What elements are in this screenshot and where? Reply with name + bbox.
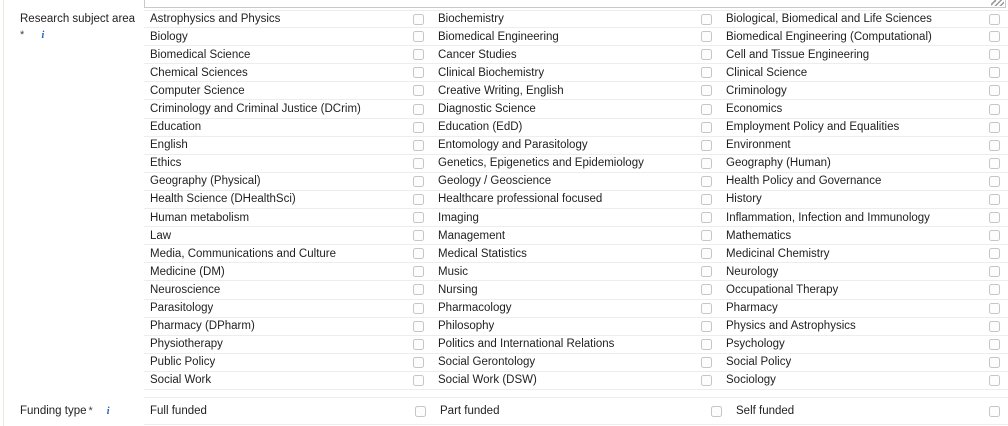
subject-option-checkbox[interactable] xyxy=(989,194,1000,205)
subject-option-label: Medical Statistics xyxy=(438,247,527,260)
subject-option-label: Imaging xyxy=(438,211,479,224)
subject-option-checkbox[interactable] xyxy=(413,67,424,78)
subject-option-row[interactable] xyxy=(144,372,432,390)
subject-option-label: Ethics xyxy=(150,157,182,170)
subject-option-checkbox[interactable] xyxy=(989,230,1000,241)
subject-column-3 xyxy=(720,10,1008,390)
subject-option-row[interactable] xyxy=(432,10,720,28)
funding-option-checkbox[interactable] xyxy=(711,406,722,417)
subject-option-checkbox[interactable] xyxy=(989,85,1000,96)
subject-option-row[interactable] xyxy=(720,10,1008,28)
subject-option-label: Education (EdD) xyxy=(438,121,523,134)
subject-option-label: Social Policy xyxy=(726,356,792,369)
subject-option-label: Clinical Science xyxy=(726,66,808,79)
subject-option-row[interactable] xyxy=(432,46,720,64)
subject-option-label: Music xyxy=(438,265,469,278)
funding-option-label: Part funded xyxy=(440,405,500,417)
subject-option-label: Philosophy xyxy=(438,320,495,333)
subject-option-checkbox[interactable] xyxy=(413,14,424,25)
subject-option-checkbox[interactable] xyxy=(413,357,424,368)
subject-option-label: Healthcare professional focused xyxy=(438,193,603,206)
subject-option-checkbox[interactable] xyxy=(413,158,424,169)
subject-option-label: Geography (Human) xyxy=(726,157,831,170)
subject-option-label: Clinical Biochemistry xyxy=(438,66,545,79)
subject-option-row[interactable] xyxy=(720,372,1008,390)
subject-option-checkbox[interactable] xyxy=(413,104,424,115)
field-label-text: Research subject area xyxy=(20,13,136,25)
subject-option-label: Environment xyxy=(726,139,791,152)
subject-option-row[interactable] xyxy=(144,64,432,82)
subject-option-checkbox[interactable] xyxy=(989,248,1000,259)
subject-option-row[interactable] xyxy=(720,64,1008,82)
field-label-funding-type xyxy=(0,397,144,425)
funding-option-label: Self funded xyxy=(736,405,795,417)
subject-option-checkbox[interactable] xyxy=(413,230,424,241)
subject-option-checkbox[interactable] xyxy=(701,176,712,187)
subject-option-checkbox[interactable] xyxy=(989,140,1000,151)
subject-option-checkbox[interactable] xyxy=(989,339,1000,350)
subject-option-label: Employment Policy and Equalities xyxy=(726,121,900,134)
subject-option-label: Biological, Biomedical and Life Sciences xyxy=(726,13,932,26)
subject-option-row[interactable] xyxy=(144,119,432,137)
subject-area-checkbox-grid xyxy=(144,10,1008,390)
subject-option-label: Pharmacy (DPharm) xyxy=(150,320,255,333)
subject-option-checkbox[interactable] xyxy=(989,284,1000,295)
subject-option-checkbox[interactable] xyxy=(989,158,1000,169)
subject-option-row[interactable] xyxy=(144,82,432,100)
subject-option-checkbox[interactable] xyxy=(413,194,424,205)
subject-option-label: Medicine (DM) xyxy=(150,265,225,278)
subject-option-label: History xyxy=(726,193,762,206)
funding-option-label: Full funded xyxy=(150,405,207,417)
funding-option-checkbox[interactable] xyxy=(989,406,1000,417)
subject-option-label: Physics and Astrophysics xyxy=(726,320,856,333)
subject-option-row[interactable] xyxy=(144,137,432,155)
subject-option-label: Media, Communications and Culture xyxy=(150,247,337,260)
subject-option-label: Biomedical Engineering (Computational) xyxy=(726,30,932,43)
subject-option-checkbox[interactable] xyxy=(701,266,712,277)
subject-option-row[interactable] xyxy=(144,300,432,318)
subject-option-row[interactable] xyxy=(720,155,1008,173)
funding-option[interactable] xyxy=(434,405,730,417)
subject-option-label: Pharmacy xyxy=(726,302,778,315)
subject-option-label: Mathematics xyxy=(726,229,792,242)
subject-option-checkbox[interactable] xyxy=(413,85,424,96)
funding-option[interactable] xyxy=(144,405,434,417)
subject-option-row[interactable] xyxy=(432,173,720,191)
subject-option-checkbox[interactable] xyxy=(701,339,712,350)
subject-option-row[interactable] xyxy=(720,100,1008,118)
subject-option-label: Genetics, Epigenetics and Epidemiology xyxy=(438,157,644,170)
subject-option-label: Social Work (DSW) xyxy=(438,374,537,387)
subject-option-row[interactable] xyxy=(144,245,432,263)
subject-option-checkbox[interactable] xyxy=(413,140,424,151)
field-label-text: Funding type xyxy=(20,405,87,417)
subject-option-label: Biomedical Engineering xyxy=(438,30,559,43)
subject-column-1 xyxy=(144,10,432,390)
subject-option-row[interactable] xyxy=(432,281,720,299)
required-asterisk: * xyxy=(88,405,93,417)
subject-option-checkbox[interactable] xyxy=(701,49,712,60)
subject-option-checkbox[interactable] xyxy=(413,248,424,259)
subject-option-row[interactable] xyxy=(432,28,720,46)
subject-option-label: Biology xyxy=(150,30,188,43)
subject-option-row[interactable] xyxy=(432,191,720,209)
subject-option-row[interactable] xyxy=(144,28,432,46)
subject-option-row[interactable] xyxy=(144,263,432,281)
subject-option-row[interactable] xyxy=(144,281,432,299)
subject-option-checkbox[interactable] xyxy=(989,266,1000,277)
subject-option-label: Medicinal Chemistry xyxy=(726,247,830,260)
subject-option-label: Psychology xyxy=(726,338,785,351)
subject-option-checkbox[interactable] xyxy=(413,375,424,386)
field-label-meta xyxy=(20,28,144,43)
subject-option-row[interactable] xyxy=(720,82,1008,100)
subject-option-checkbox[interactable] xyxy=(989,212,1000,223)
subject-option-label: Biomedical Science xyxy=(150,48,251,61)
subject-option-row[interactable] xyxy=(432,209,720,227)
subject-option-row[interactable] xyxy=(720,281,1008,299)
subject-option-row[interactable] xyxy=(144,10,432,28)
subject-option-label: Inflammation, Infection and Immunology xyxy=(726,211,930,224)
subject-option-checkbox[interactable] xyxy=(413,31,424,42)
funding-type-options xyxy=(144,397,1008,425)
subject-option-label: Sociology xyxy=(726,374,776,387)
required-asterisk: * xyxy=(20,29,25,41)
subject-option-row[interactable] xyxy=(432,64,720,82)
subject-option-row[interactable] xyxy=(144,191,432,209)
subject-option-checkbox[interactable] xyxy=(701,212,712,223)
subject-option-checkbox[interactable] xyxy=(989,321,1000,332)
subject-option-row[interactable] xyxy=(432,245,720,263)
subject-option-label: Neurology xyxy=(726,265,779,278)
subject-option-checkbox[interactable] xyxy=(701,122,712,133)
subject-option-checkbox[interactable] xyxy=(413,122,424,133)
subject-option-checkbox[interactable] xyxy=(701,230,712,241)
subject-option-label: Criminology and Criminal Justice (DCrim) xyxy=(150,103,361,116)
subject-option-label: Social Gerontology xyxy=(438,356,536,369)
subject-option-checkbox[interactable] xyxy=(413,49,424,60)
subject-option-checkbox[interactable] xyxy=(989,375,1000,386)
subject-option-label: Astrophysics and Physics xyxy=(150,13,281,26)
subject-option-row[interactable] xyxy=(720,354,1008,372)
subject-option-label: Education xyxy=(150,121,202,134)
subject-option-checkbox[interactable] xyxy=(701,31,712,42)
subject-option-checkbox[interactable] xyxy=(413,176,424,187)
subject-option-checkbox[interactable] xyxy=(701,14,712,25)
subject-option-label: Neuroscience xyxy=(150,283,221,296)
subject-option-label: Creative Writing, English xyxy=(438,84,564,97)
subject-option-row[interactable] xyxy=(432,155,720,173)
subject-option-label: Geology / Geoscience xyxy=(438,175,552,188)
subject-option-checkbox[interactable] xyxy=(989,31,1000,42)
funding-option[interactable] xyxy=(730,405,1008,417)
subject-option-label: Criminology xyxy=(726,84,787,97)
subject-option-row[interactable] xyxy=(144,46,432,64)
subject-option-row[interactable] xyxy=(720,336,1008,354)
subject-option-row[interactable] xyxy=(432,318,720,336)
subject-option-checkbox[interactable] xyxy=(989,67,1000,78)
subject-option-label: Politics and International Relations xyxy=(438,338,615,351)
subject-option-row[interactable] xyxy=(144,336,432,354)
subject-option-row[interactable] xyxy=(144,155,432,173)
resize-grip-icon[interactable] xyxy=(991,0,1004,6)
field-label-research-subject-area xyxy=(0,10,144,390)
subject-option-row[interactable] xyxy=(432,354,720,372)
subject-option-checkbox[interactable] xyxy=(413,266,424,277)
subject-option-row[interactable] xyxy=(720,191,1008,209)
subject-option-label: Diagnostic Science xyxy=(438,103,536,116)
subject-option-checkbox[interactable] xyxy=(989,14,1000,25)
subject-option-label: Entomology and Parasitology xyxy=(438,139,588,152)
subject-option-label: Pharmacology xyxy=(438,302,512,315)
subject-option-checkbox[interactable] xyxy=(701,357,712,368)
subject-option-checkbox[interactable] xyxy=(701,284,712,295)
subject-option-row[interactable] xyxy=(720,300,1008,318)
subject-option-label: Health Policy and Governance xyxy=(726,175,882,188)
subject-option-checkbox[interactable] xyxy=(989,176,1000,187)
subject-option-label: English xyxy=(150,139,188,152)
subject-option-row[interactable] xyxy=(144,173,432,191)
subject-option-label: Human metabolism xyxy=(150,211,250,224)
subject-option-label: Economics xyxy=(726,103,783,116)
subject-option-label: Biochemistry xyxy=(438,13,504,26)
subject-option-row[interactable] xyxy=(720,318,1008,336)
subject-option-label: Occupational Therapy xyxy=(726,283,839,296)
subject-option-label: Nursing xyxy=(438,283,478,296)
subject-option-checkbox[interactable] xyxy=(989,303,1000,314)
subject-option-row[interactable] xyxy=(144,318,432,336)
subject-option-label: Parasitology xyxy=(150,302,214,315)
subject-option-row[interactable] xyxy=(720,227,1008,245)
field-funding-type xyxy=(0,397,1008,425)
subject-option-row[interactable] xyxy=(720,209,1008,227)
subject-option-checkbox[interactable] xyxy=(989,122,1000,133)
subject-option-checkbox[interactable] xyxy=(413,303,424,314)
info-icon[interactable]: i xyxy=(106,406,110,417)
subject-option-row[interactable] xyxy=(720,28,1008,46)
subject-option-row[interactable] xyxy=(432,300,720,318)
subject-option-row[interactable] xyxy=(432,336,720,354)
subject-option-row[interactable] xyxy=(432,227,720,245)
subject-option-checkbox[interactable] xyxy=(989,49,1000,60)
subject-option-row[interactable] xyxy=(432,263,720,281)
subject-option-row[interactable] xyxy=(720,173,1008,191)
subject-option-checkbox[interactable] xyxy=(413,321,424,332)
subject-option-checkbox[interactable] xyxy=(701,321,712,332)
subject-option-row[interactable] xyxy=(720,263,1008,281)
subject-option-checkbox[interactable] xyxy=(701,158,712,169)
subject-option-row[interactable] xyxy=(720,119,1008,137)
subject-option-row[interactable] xyxy=(144,100,432,118)
subject-option-row[interactable] xyxy=(432,100,720,118)
subject-option-checkbox[interactable] xyxy=(701,67,712,78)
subject-option-label: Cancer Studies xyxy=(438,48,517,61)
subject-option-row[interactable] xyxy=(432,82,720,100)
subject-option-label: Health Science (DHealthSci) xyxy=(150,193,296,206)
subject-option-row[interactable] xyxy=(720,46,1008,64)
subject-option-checkbox[interactable] xyxy=(701,248,712,259)
subject-option-label: Geography (Physical) xyxy=(150,175,261,188)
info-icon[interactable]: i xyxy=(41,30,45,41)
subject-column-2 xyxy=(432,10,720,390)
subject-option-checkbox[interactable] xyxy=(701,85,712,96)
subject-option-checkbox[interactable] xyxy=(413,284,424,295)
subject-option-checkbox[interactable] xyxy=(989,357,1000,368)
funding-option-row xyxy=(144,397,1008,425)
subject-option-label: Computer Science xyxy=(150,84,245,97)
subject-option-label: Social Work xyxy=(150,374,212,387)
subject-option-label: Physiotherapy xyxy=(150,338,223,351)
subject-option-label: Chemical Sciences xyxy=(150,66,248,79)
subject-option-checkbox[interactable] xyxy=(413,339,424,350)
subject-option-label: Law xyxy=(150,229,172,242)
field-research-subject-area xyxy=(0,10,1008,390)
subject-option-checkbox[interactable] xyxy=(701,375,712,386)
subject-option-checkbox[interactable] xyxy=(989,104,1000,115)
subject-option-row[interactable] xyxy=(432,372,720,390)
subject-option-row[interactable] xyxy=(144,227,432,245)
subject-option-checkbox[interactable] xyxy=(701,303,712,314)
subject-option-row[interactable] xyxy=(144,354,432,372)
subject-option-row[interactable] xyxy=(432,137,720,155)
funding-option-checkbox[interactable] xyxy=(415,406,426,417)
previous-field-textarea[interactable] xyxy=(144,0,1006,8)
subject-option-label: Cell and Tissue Engineering xyxy=(726,48,870,61)
subject-option-checkbox[interactable] xyxy=(701,104,712,115)
subject-option-row[interactable] xyxy=(432,119,720,137)
subject-option-checkbox[interactable] xyxy=(413,212,424,223)
subject-option-checkbox[interactable] xyxy=(701,140,712,151)
subject-option-row[interactable] xyxy=(144,209,432,227)
subject-option-checkbox[interactable] xyxy=(701,194,712,205)
subject-option-row[interactable] xyxy=(720,137,1008,155)
subject-option-label: Public Policy xyxy=(150,356,216,369)
subject-option-label: Management xyxy=(438,229,506,242)
subject-option-row[interactable] xyxy=(720,245,1008,263)
